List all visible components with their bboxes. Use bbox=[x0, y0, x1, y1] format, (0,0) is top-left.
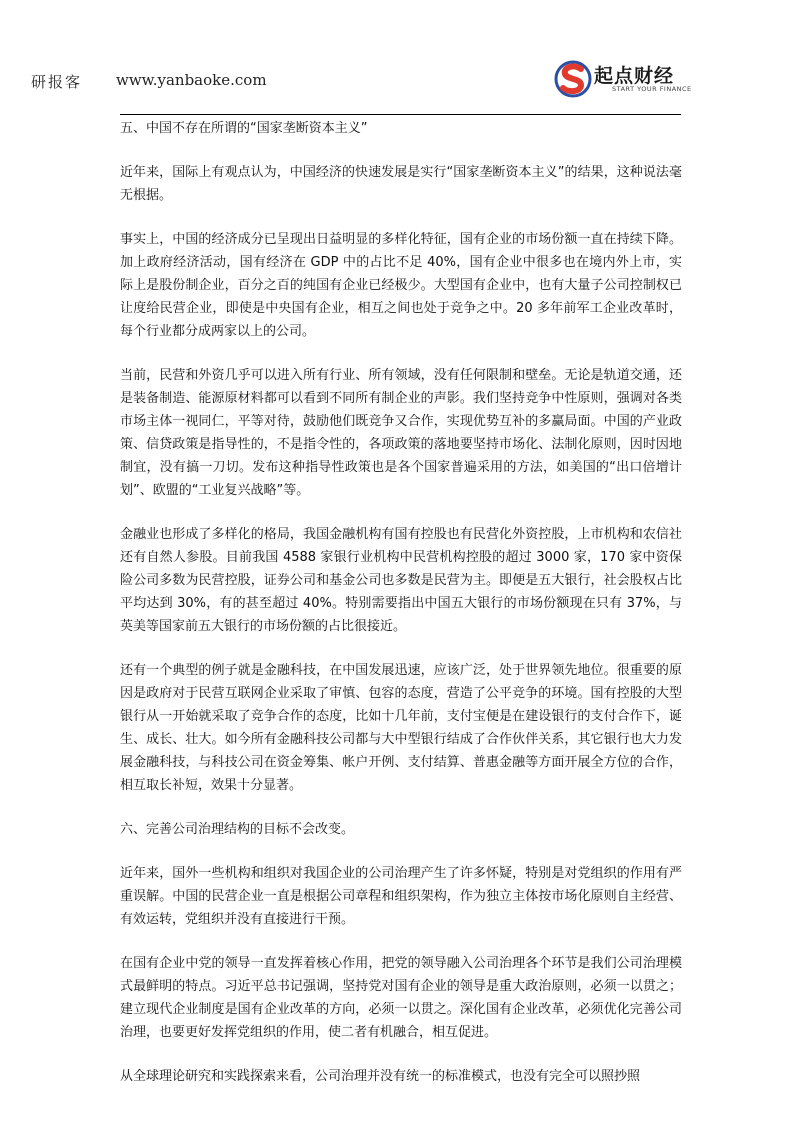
logo-english-text: START YOUR FINANCE bbox=[612, 85, 692, 93]
logo-chinese-text: 起点财经 bbox=[594, 65, 675, 87]
paragraph: 近年来，国外一些机构和组织对我国企业的公司治理产生了许多怀疑，特别是对党组织的作用有严重误解。中国的民营企业一直是根据公司章程和组织架构，作为独立主体按市场化原则自主经营、有效运转，党组织并没有直接进行干预。 bbox=[120, 866, 682, 927]
paragraph: 从全球理论研究和实践探索来看，公司治理并没有统一的标准模式，也没有完全可以照抄照 bbox=[120, 1069, 641, 1084]
section-heading-6: 六、完善公司治理结构的目标不会改变。 bbox=[120, 822, 355, 837]
logo-s-icon bbox=[554, 58, 594, 100]
logo[interactable] bbox=[554, 58, 692, 100]
site-url-link[interactable]: www.yanbaoke.com bbox=[116, 71, 267, 89]
section-heading-5: 五、中国不存在所谓的“国家垄断资本主义” bbox=[120, 121, 368, 136]
brand-name: 研报客 bbox=[31, 73, 83, 91]
paragraph: 在国有企业中党的领导一直发挥着核心作用，把党的领导融入公司治理各个环节是我们公司治理模式最鲜明的特点。习近平总书记强调，坚持党对国有企业的领导是重大政治原则，必须一以贯之；建立现代企业制度是国有企业改革的方向，必须一以贯之。深化国有企业改革，必须优化完善公司治理，也要更好发挥党组织的作用，使二者有机融合，相互促进。 bbox=[120, 956, 682, 1040]
paragraph: 金融业也形成了多样化的格局，我国金融机构有国有控股也有民营化外资控股，上市机构和农信社还有自然人参股。目前我国 4588 家银行业机构中民营机构控股的超过 3000 家，170 家中资保险公司多数为民营控股，证券公司和基金公司也多数是民营为主。即便是五大银行，社会股权占比平均达到 30%，有的甚至超过 40%。特别需要指出中国五大银行的市场份额现在只有 37%，与英美等国家前五大银行的市场份额的占比很接近。 bbox=[120, 527, 682, 634]
paragraph: 还有一个典型的例子就是金融科技，在中国发展迅速，应该广泛，处于世界领先地位。很重要的原因是政府对于民营互联网企业采取了审慎、包容的态度，营造了公平竞争的环境。国有控股的大型银行从一开始就采取了竞争合作的态度，比如十几年前，支付宝便是在建设银行的支付合作下，诞生、成长、壮大。如今所有金融科技公司都与大中型银行结成了合作伙伴关系，其它银行也大力发展金融科技，与科技公司在资金筹集、帐户开例、支付结算、普惠金融等方面开展全方位的合作，相互取长补短，效果十分显著。 bbox=[120, 663, 682, 793]
article-body bbox=[120, 117, 682, 1109]
paragraph: 当前，民营和外资几乎可以进入所有行业、所有领域，没有任何限制和壁垒。无论是轨道交通，还是装备制造、能源原材料都可以看到不同所有制企业的声影。我们坚持竞争中性原则，强调对各类市场主体一视同仁，平等对待，鼓励他们既竞争又合作，实现优势互补的多赢局面。中国的产业政策、信贷政策是指导性的，不是指令性的，各项政策的落地要坚持市场化、法制化原则，因时因地制宜，没有搞一刀切。发布这种指导性政策也是各个国家普遍采用的方法，如美国的“出口倍增计划”、欧盟的“工业复兴战略”等。 bbox=[120, 368, 682, 498]
header-divider bbox=[120, 114, 681, 115]
page-header bbox=[0, 0, 800, 118]
paragraph: 近年来，国际上有观点认为，中国经济的快速发展是实行“国家垄断资本主义”的结果，这种说法毫无根据。 bbox=[120, 165, 682, 203]
paragraph: 事实上，中国的经济成分已呈现出日益明显的多样化特征，国有企业的市场份额一直在持续下降。加上政府经济活动，国有经济在 GDP 中的占比不足 40%，国有企业中很多也在境内外上市，实际上是股份制企业，百分之百的纯国有企业已经极少。大型国有企业中，也有大量子公司控制权已让度给民营企业，即使是中央国有企业，相互之间也处于竞争之中。20 多年前军工企业改革时，每个行业都分成两家以上的公司。 bbox=[120, 232, 682, 339]
